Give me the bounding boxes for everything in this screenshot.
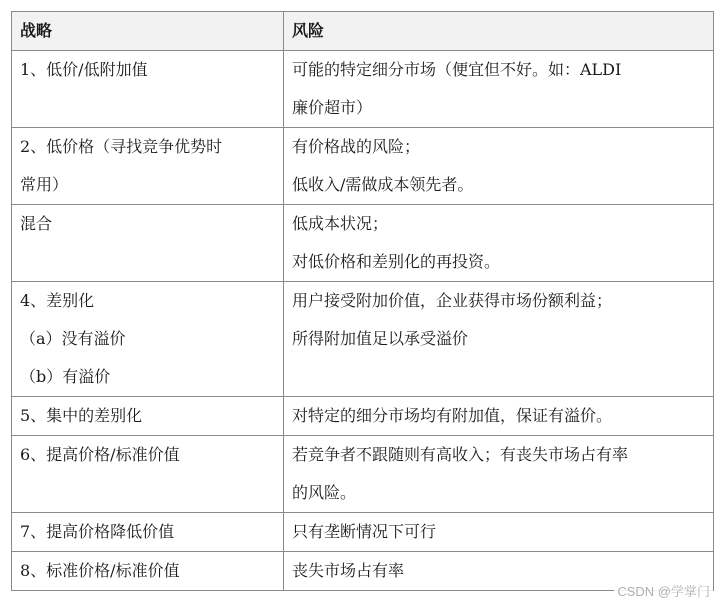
risk-text: 所得附加值足以承受溢价 (292, 329, 469, 348)
risk-text: 对特定的细分市场均有附加值，保证有溢价。 (292, 406, 613, 425)
risk-text: 若竞争者不跟随则有高收入；有丧失市场占有率 (292, 445, 629, 464)
table-row (12, 436, 714, 513)
table-header-row (12, 12, 714, 51)
strategy-cell (12, 51, 284, 128)
risk-text: 可能的特定细分市场（便宜但不好。如：ALDI (292, 60, 622, 79)
strategy-text: 8、标准价格/标准价值 (20, 561, 180, 580)
risk-cell (284, 282, 714, 397)
risk-cell (284, 51, 714, 128)
risk-cell (284, 513, 714, 552)
risk-cell (284, 397, 714, 436)
strategy-text: 2、低价格（寻找竞争优势时 (20, 137, 223, 156)
strategy-text: 5、集中的差别化 (20, 406, 143, 425)
risk-text: 对低价格和差别化的再投资。 (292, 252, 501, 271)
strategy-cell (12, 552, 284, 591)
header-strategy: 战略 (12, 12, 284, 51)
risk-text: 廉价超市） (292, 98, 373, 117)
risk-cell (284, 436, 714, 513)
strategy-text: 混合 (20, 214, 53, 233)
strategy-text: 7、提高价格降低价值 (20, 522, 175, 541)
table-row (12, 552, 714, 591)
risk-text: 有价格战的风险； (292, 137, 421, 156)
strategy-text: 4、差别化 (20, 291, 95, 310)
strategy-cell (12, 513, 284, 552)
strategy-risk-table (11, 11, 714, 591)
risk-text: 的风险。 (292, 483, 357, 502)
strategy-cell (12, 205, 284, 282)
strategy-cell (12, 282, 284, 397)
header-risk: 风险 (284, 12, 714, 51)
strategy-text: 1、低价/低附加值 (20, 60, 148, 79)
risk-text: 低收入/需做成本领先者。 (292, 175, 474, 194)
risk-cell (284, 128, 714, 205)
risk-text: 只有垄断情况下可行 (292, 522, 437, 541)
table-row (12, 282, 714, 397)
strategy-text: 6、提高价格/标准价值 (20, 445, 180, 464)
strategy-cell (12, 397, 284, 436)
table-row (12, 128, 714, 205)
strategy-cell (12, 436, 284, 513)
risk-text: 低成本状况； (292, 214, 389, 233)
table-row (12, 513, 714, 552)
strategy-cell (12, 128, 284, 205)
watermark: CSDN @学掌门 (614, 580, 713, 601)
table-row (12, 205, 714, 282)
risk-cell (284, 205, 714, 282)
table-row (12, 51, 714, 128)
risk-text: 用户接受附加价值，企业获得市场份额利益； (292, 291, 613, 310)
strategy-text: 常用） (20, 175, 69, 194)
strategy-text: （a）没有溢价 (20, 329, 126, 348)
table-row (12, 397, 714, 436)
risk-text: 丧失市场占有率 (292, 561, 405, 580)
strategy-text: （b）有溢价 (20, 367, 111, 386)
